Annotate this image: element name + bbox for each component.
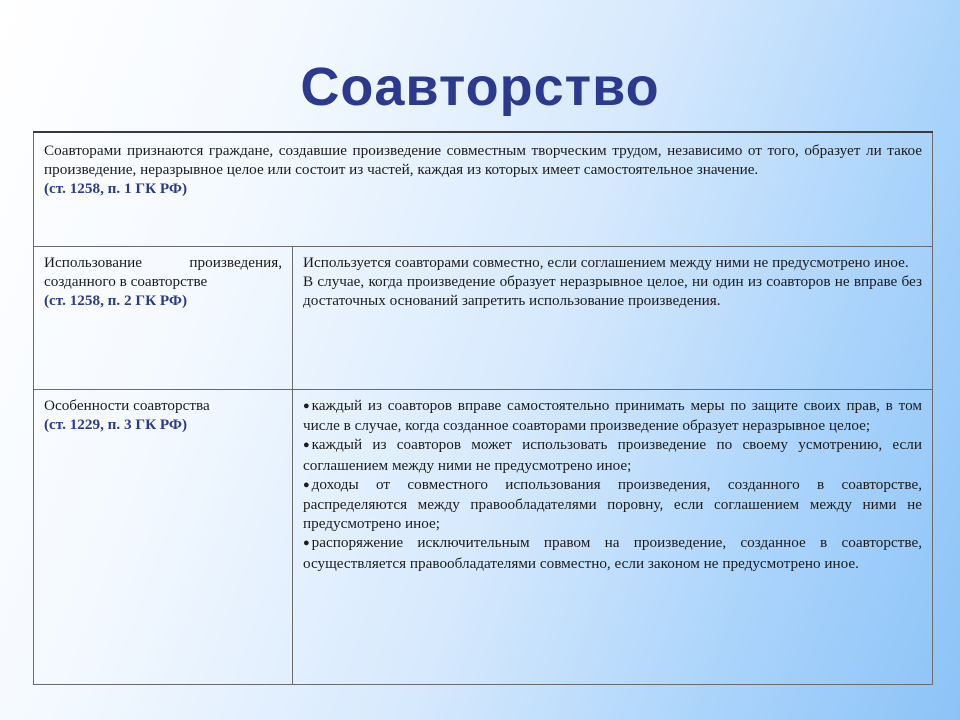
table-top-rule — [33, 131, 933, 133]
usage-label: Использование произведения, созданного в соавторстве — [44, 254, 282, 291]
features-label: Особенности соавторства — [44, 397, 210, 414]
features-content-cell — [293, 390, 932, 684]
bullet-dot-icon: ● — [303, 478, 310, 491]
definition-text: Соавторами признаются граждане, создавшие произведение совместным творческим трудом, независимо от того, образует ли такое произведение, неразрывное целое или состоит из частей, каждая из которых имеет самостоятельное значение. — [44, 142, 922, 179]
bullet-dot-icon: ● — [303, 537, 310, 550]
usage-content-cell — [293, 247, 932, 389]
bullet-dot-icon: ● — [303, 400, 310, 412]
content-table — [33, 132, 933, 685]
features-label-cell — [34, 390, 293, 684]
definition-reference: (ст. 1258, п. 1 ГК РФ) — [44, 180, 188, 198]
usage-paragraph-1: Используется соавторами совместно, если соглашением между ними не предусмотрено иное. — [303, 254, 909, 271]
table-row-usage — [34, 247, 932, 390]
page-title: Соавторство — [300, 57, 660, 117]
features-bullet-4: ● распоряжение исключительным правом на произведение, созданное в соавторстве, осуществляется правообладателями совместно, если законом не предусмотрено иное. — [303, 534, 922, 572]
table-row-features — [34, 390, 932, 684]
usage-reference: (ст. 1258, п. 2 ГК РФ) — [44, 292, 188, 310]
features-bullet-3: ● доходы от совместного использования произведения, созданного в соавторстве, распределяются между правообладателями поровну, если соглашением между ними не предусмотрено иное; — [303, 475, 922, 533]
bullet-dot-icon: ● — [303, 439, 310, 452]
features-bullet-2: ● каждый из соавторов может использовать произведение по своему усмотрению, если соглашением между ними не предусмотрено иное; — [303, 436, 922, 474]
features-bullet-1: ● каждый из соавторов вправе самостоятельно принимать меры по защите своих прав, в том числе в случае, когда созданное соавторами произведение образует неразрывное целое; — [303, 397, 922, 435]
usage-paragraph-2: В случае, когда произведение образует неразрывное целое, ни один из соавторов не вправе без достаточных оснований запретить использование произведения. — [303, 273, 922, 310]
features-reference: (ст. 1229, п. 3 ГК РФ) — [44, 416, 188, 434]
table-row-definition — [34, 133, 932, 247]
definition-cell — [34, 133, 932, 246]
usage-label-cell — [34, 247, 293, 389]
